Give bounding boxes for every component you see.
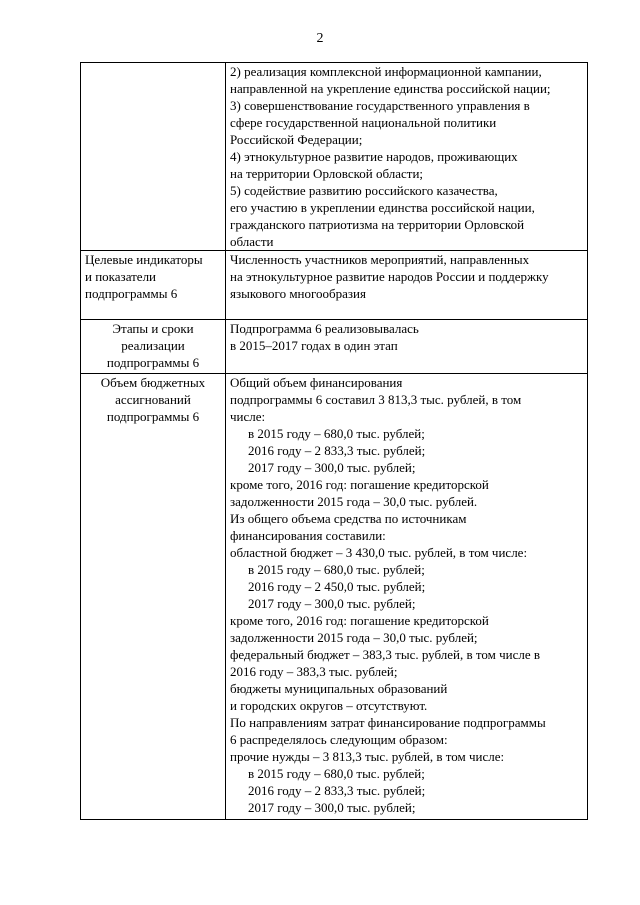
text-line: его участию в укреплении единства российской нации,: [230, 200, 535, 215]
text-line: и городских округов – отсутствуют.: [230, 698, 428, 713]
text-line: 2016 году – 2 450,0 тыс. рублей;: [248, 579, 426, 594]
text-line: Подпрограмма 6 реализовывалась: [230, 321, 419, 336]
text-line: языкового многообразия: [230, 286, 366, 301]
text-line: 3) совершенствование государственного управления в: [230, 98, 530, 113]
label-line: ассигнований: [115, 392, 191, 407]
text-line: Из общего объема средства по источникам: [230, 511, 467, 526]
text-line: гражданского патриотизма на территории Орловской: [230, 217, 525, 232]
table-row-indicators: [81, 251, 588, 320]
text-line: 6 распределялось следующим образом:: [230, 732, 448, 747]
row-value-budget: [226, 374, 588, 820]
text-line: 2016 году – 2 833,3 тыс. рублей;: [248, 443, 426, 458]
text-line: финансирования составили:: [230, 528, 386, 543]
label-line: реализации: [121, 338, 185, 353]
label-line: подпрограммы 6: [106, 409, 200, 424]
row-label-budget: [81, 374, 226, 820]
row-label-indicators: [81, 251, 226, 320]
text-line: в 2015 году – 680,0 тыс. рублей;: [248, 562, 425, 577]
text-line: сфере государственной национальной политики: [230, 115, 497, 130]
text-line: в 2015–2017 годах в один этап: [230, 338, 398, 353]
text-line: 2) реализация комплексной информационной кампании,: [230, 64, 542, 79]
text-line: на территории Орловской области;: [230, 166, 424, 181]
text-line: 2017 году – 300,0 тыс. рублей;: [248, 596, 416, 611]
text-line: 4) этнокультурное развитие народов, проживающих: [230, 149, 518, 164]
text-line: Численность участников мероприятий, направленных: [230, 252, 530, 267]
text-line: Российской Федерации;: [230, 132, 363, 147]
text-line: прочие нужды – 3 813,3 тыс. рублей, в том числе:: [230, 749, 505, 764]
text-line: в 2015 году – 680,0 тыс. рублей;: [248, 426, 425, 441]
label-line: Этапы и сроки: [112, 321, 194, 336]
text-line: кроме того, 2016 год: погашение кредиторской: [230, 613, 489, 628]
text-line: 2017 году – 300,0 тыс. рублей;: [248, 460, 416, 475]
row-label-empty: [81, 63, 226, 251]
row-label-stages: [81, 320, 226, 374]
text-line: подпрограммы 6 составил 3 813,3 тыс. рублей, в том: [230, 392, 522, 407]
text-line: задолженности 2015 года – 30,0 тыс. рублей;: [230, 630, 478, 645]
row-value-tasks: [226, 63, 588, 251]
text-line: федеральный бюджет – 383,3 тыс. рублей, в том числе в: [230, 647, 541, 662]
text-line: 5) содействие развитию российского казачества,: [230, 183, 498, 198]
text-line: По направлениям затрат финансирование подпрограммы: [230, 715, 546, 730]
text-line: 2016 году – 383,3 тыс. рублей;: [230, 664, 398, 679]
text-line: Общий объем финансирования: [230, 375, 403, 390]
text-line: 2016 году – 2 833,3 тыс. рублей;: [248, 783, 426, 798]
table-row-goals-continued: [81, 63, 588, 251]
text-line: задолженности 2015 года – 30,0 тыс. рублей.: [230, 494, 478, 509]
text-line: областной бюджет – 3 430,0 тыс. рублей, в том числе:: [230, 545, 528, 560]
label-line: и показатели: [85, 269, 157, 284]
label-line: Объем бюджетных: [100, 375, 206, 390]
row-value-indicators: [226, 251, 588, 320]
text-line: бюджеты муниципальных образований: [230, 681, 448, 696]
text-line: в 2015 году – 680,0 тыс. рублей;: [248, 766, 425, 781]
label-line: подпрограммы 6: [85, 286, 178, 301]
label-line: Целевые индикаторы: [85, 252, 203, 267]
text-line: 2017 году – 300,0 тыс. рублей;: [248, 800, 416, 815]
text-line: числе:: [230, 409, 266, 424]
text-line: на этнокультурное развитие народов России и поддержку: [230, 269, 549, 284]
text-line: области: [230, 234, 274, 249]
text-line: направленной на укрепление единства российской нации;: [230, 81, 551, 96]
page-number: 2: [316, 31, 324, 46]
row-value-stages: [226, 320, 588, 374]
table-row-budget: [81, 374, 588, 820]
label-line: подпрограммы 6: [106, 355, 200, 370]
program-passport-table: [80, 62, 588, 820]
table-row-stages: [81, 320, 588, 374]
text-line: кроме того, 2016 год: погашение кредиторской: [230, 477, 489, 492]
